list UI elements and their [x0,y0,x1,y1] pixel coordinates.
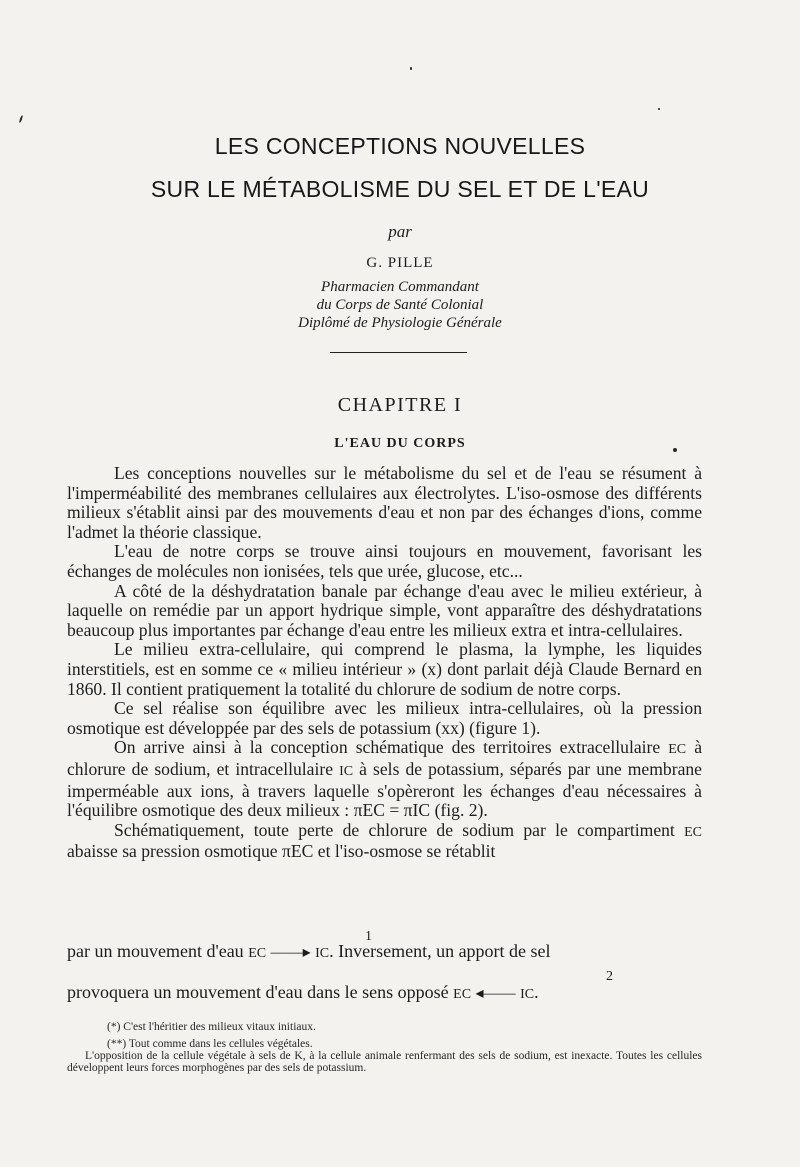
paragraph-7-text-a: Schématiquement, toute perte de chlorure de sodium par le compartiment [114,819,675,840]
paragraph-6-text-c: à sels de potassium, séparés par une membrane imperméable aux ions, à travers laquelle s'opèreront les échanges d'eau nécessaires à l'équilibre osmotique des deux milieux : [67,758,702,821]
affiliation-line-2: du Corps de Santé Colonial [316,297,484,313]
footnote-2-line-2: L'opposition de la cellule végétale à sels de K, à la cellule animale renfermant des sels de sodium, est inexacte. Toutes les cellules développent leurs forces morphogènes par des sels de potassium. [67,1050,702,1074]
body-text [67,464,702,862]
eq2-text-post: . [534,982,539,1002]
eq1-text: par un mouvement d'eau [67,941,244,961]
paragraph-6-text-d: (fig. 2). [434,800,488,821]
ic-label: IC [520,987,535,1002]
author-name: G. PILLE [366,255,434,271]
equation-line-2 [67,982,702,1003]
footnote-2-line-1: (**) Tout comme dans les cellules végétales. [107,1038,313,1050]
equation-number-2: 2 [606,969,613,984]
section-heading: L'EAU DU CORPS [334,436,466,451]
paragraph-7-text-c: et l'iso-osmose se rétablit [317,841,496,862]
ec-label: EC [453,987,472,1002]
affiliation-line-3: Diplômé de Physiologie Générale [298,315,502,331]
paragraph-4: Le milieu extra-cellulaire, qui comprend le plasma, la lymphe, les liquides interstitiels, est en somme ce « milieu intérieur » (x) dont parlait déjà Claude Bernard en 1860. Il contient pratiquement la totalité du chlorure de sodium de notre corps. [67,639,702,699]
eq1-text-post: . Inversement, un apport de sel [329,941,551,961]
paragraph-3: A côté de la déshydratation banale par échange d'eau avec le milieu extérieur, à laquelle on remédie par un apport hydrique simple, vont apparaître des déshydratations beaucoup plus importantes par échange d'eau entre les milieux extra et intra-cellulaires. [67,580,702,640]
separator-rule [330,352,467,353]
print-mark [658,108,660,110]
right-arrow-icon: ——▸ [270,944,311,961]
paragraph-7 [67,821,702,862]
print-mark [19,115,24,123]
equation-number-1: 1 [365,929,372,944]
paragraph-2: L'eau de notre corps se trouve ainsi toujours en mouvement, favorisant les échanges de molécules non ionisées, tels que urée, glucose, etc... [67,541,702,581]
ic-label: IC [339,763,354,779]
ic-label: IC [315,946,330,961]
equation-line-1 [67,941,702,962]
ec-label: EC [668,742,687,758]
title-line-2: SUR LE MÉTABOLISME DU SEL ET DE L'EAU [150,176,650,202]
ec-label: EC [684,824,702,840]
pi-ec-symbol: πEC [282,841,314,862]
print-mark [410,67,412,70]
paragraph-6-text-a: On arrive ainsi à la conception schématique des territoires extracellulaire [114,737,661,758]
paragraph-1: Les conceptions nouvelles sur le métabolisme du sel et de l'eau se résument à l'imperméabilité des membranes cellulaires aux électrolytes. L'iso-osmose des différents milieux s'établit ainsi par des mouvements d'eau et non par des échanges d'ions, comme l'admet la théorie classique. [67,463,702,542]
paragraph-5: Ce sel réalise son équilibre avec les milieux intra-cellulaires, où la pression osmotique est développée par des sels de potassium (xx) (figure 1). [67,698,702,738]
affiliation-line-1: Pharmacien Commandant [321,279,479,295]
eq2-text: provoquera un mouvement d'eau dans le sens opposé [67,982,449,1002]
chapter-heading: CHAPITRE I [337,394,463,416]
left-arrow-icon: ◂—— [475,985,516,1002]
paragraph-7-text-b: abaisse sa pression osmotique [67,841,278,862]
osmotic-formula: πEC = πIC [353,800,431,821]
print-mark [673,448,677,452]
footnote-1: (*) C'est l'héritier des milieux vitaux initiaux. [107,1021,316,1033]
paragraph-6 [67,738,702,820]
ec-label: EC [248,946,267,961]
footnote-2 [67,1038,702,1074]
by-label: par [388,222,412,241]
paragraph-6-text-b: à chlorure de sodium, et intracellulaire [67,737,702,779]
title-line-1: LES CONCEPTIONS NOUVELLES [214,133,586,159]
